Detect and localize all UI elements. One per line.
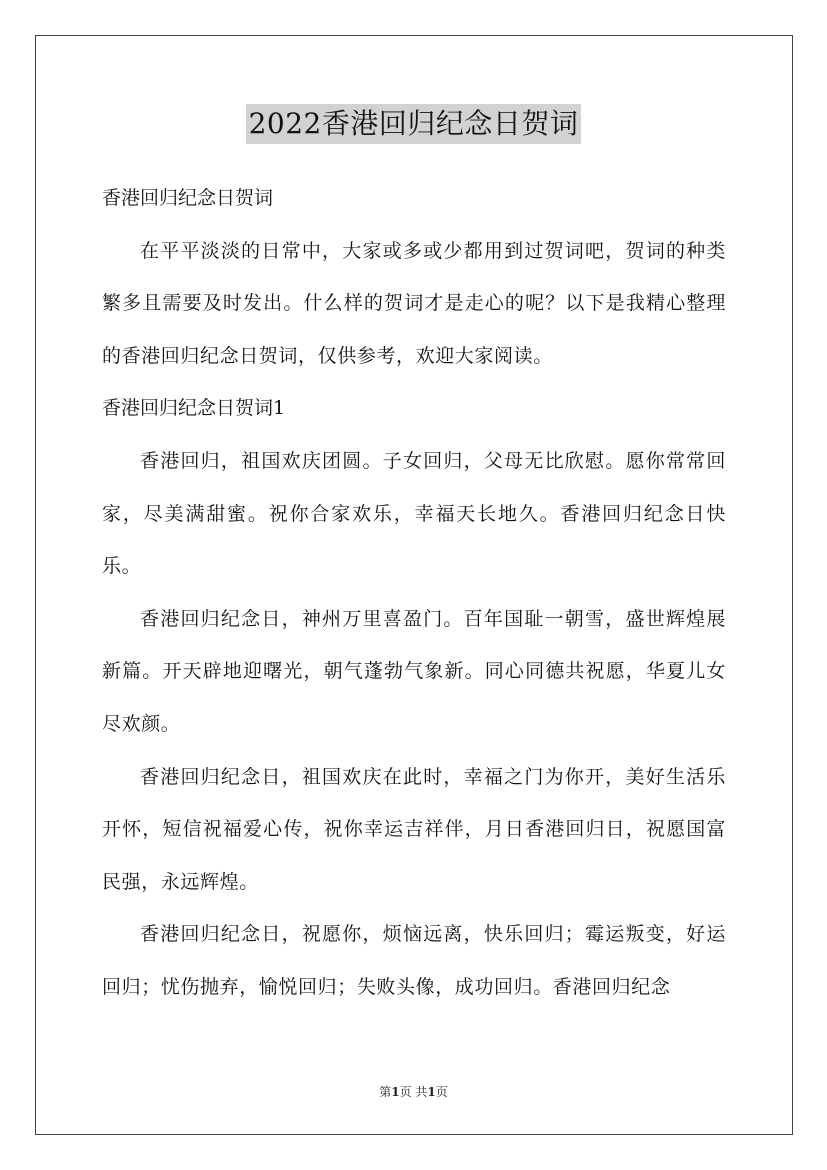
document-title: 2022香港回归纪念日贺词 [246, 104, 582, 144]
body-paragraph-4: 香港回归纪念日，祝愿你，烦恼远离，快乐回归；霉运叛变，好运回归；忧伤抛弃，愉悦回归；失败头像，成功回归。香港回归纪念 [102, 923, 726, 998]
body-paragraph-3: 香港回归纪念日，祖国欢庆在此时，幸福之门为你开，美好生活乐开怀，短信祝福爱心传，祝你幸运吉祥伴，月日香港回归日，祝愿国富民强，永远辉煌。 [102, 765, 726, 893]
footer-mid: 页 共 [399, 1085, 428, 1099]
section-heading: 香港回归纪念日贺词1 [102, 397, 286, 420]
footer-prefix: 第 [379, 1085, 392, 1099]
document-body [102, 172, 726, 1014]
subtitle: 香港回归纪念日贺词 [102, 187, 274, 209]
body-paragraph-2: 香港回归纪念日，神州万里喜盈门。百年国耻一朝雪，盛世辉煌展新篇。开天辟地迎曙光，朝气蓬勃气象新。同心同德共祝愿，华夏儿女尽欢颜。 [102, 607, 726, 735]
body-paragraph-1: 香港回归，祖国欢庆团圆。子女回归，父母无比欣慰。愿你常常回家，尽美满甜蜜。祝你合家欢乐，幸福天长地久。香港回归纪念日快乐。 [102, 449, 726, 578]
footer-total-pages: 1 [427, 1085, 436, 1099]
title-container [0, 104, 827, 144]
intro-paragraph: 在平平淡淡的日常中，大家或多或少都用到过贺词吧，贺词的种类繁多且需要及时发出。什么样的贺词才是走心的呢？以下是我精心整理的香港回归纪念日贺词，仅供参考，欢迎大家阅读。 [102, 239, 726, 367]
footer-suffix: 页 [435, 1085, 448, 1099]
footer-page-number: 1 [391, 1085, 400, 1099]
page-footer [0, 1084, 827, 1100]
